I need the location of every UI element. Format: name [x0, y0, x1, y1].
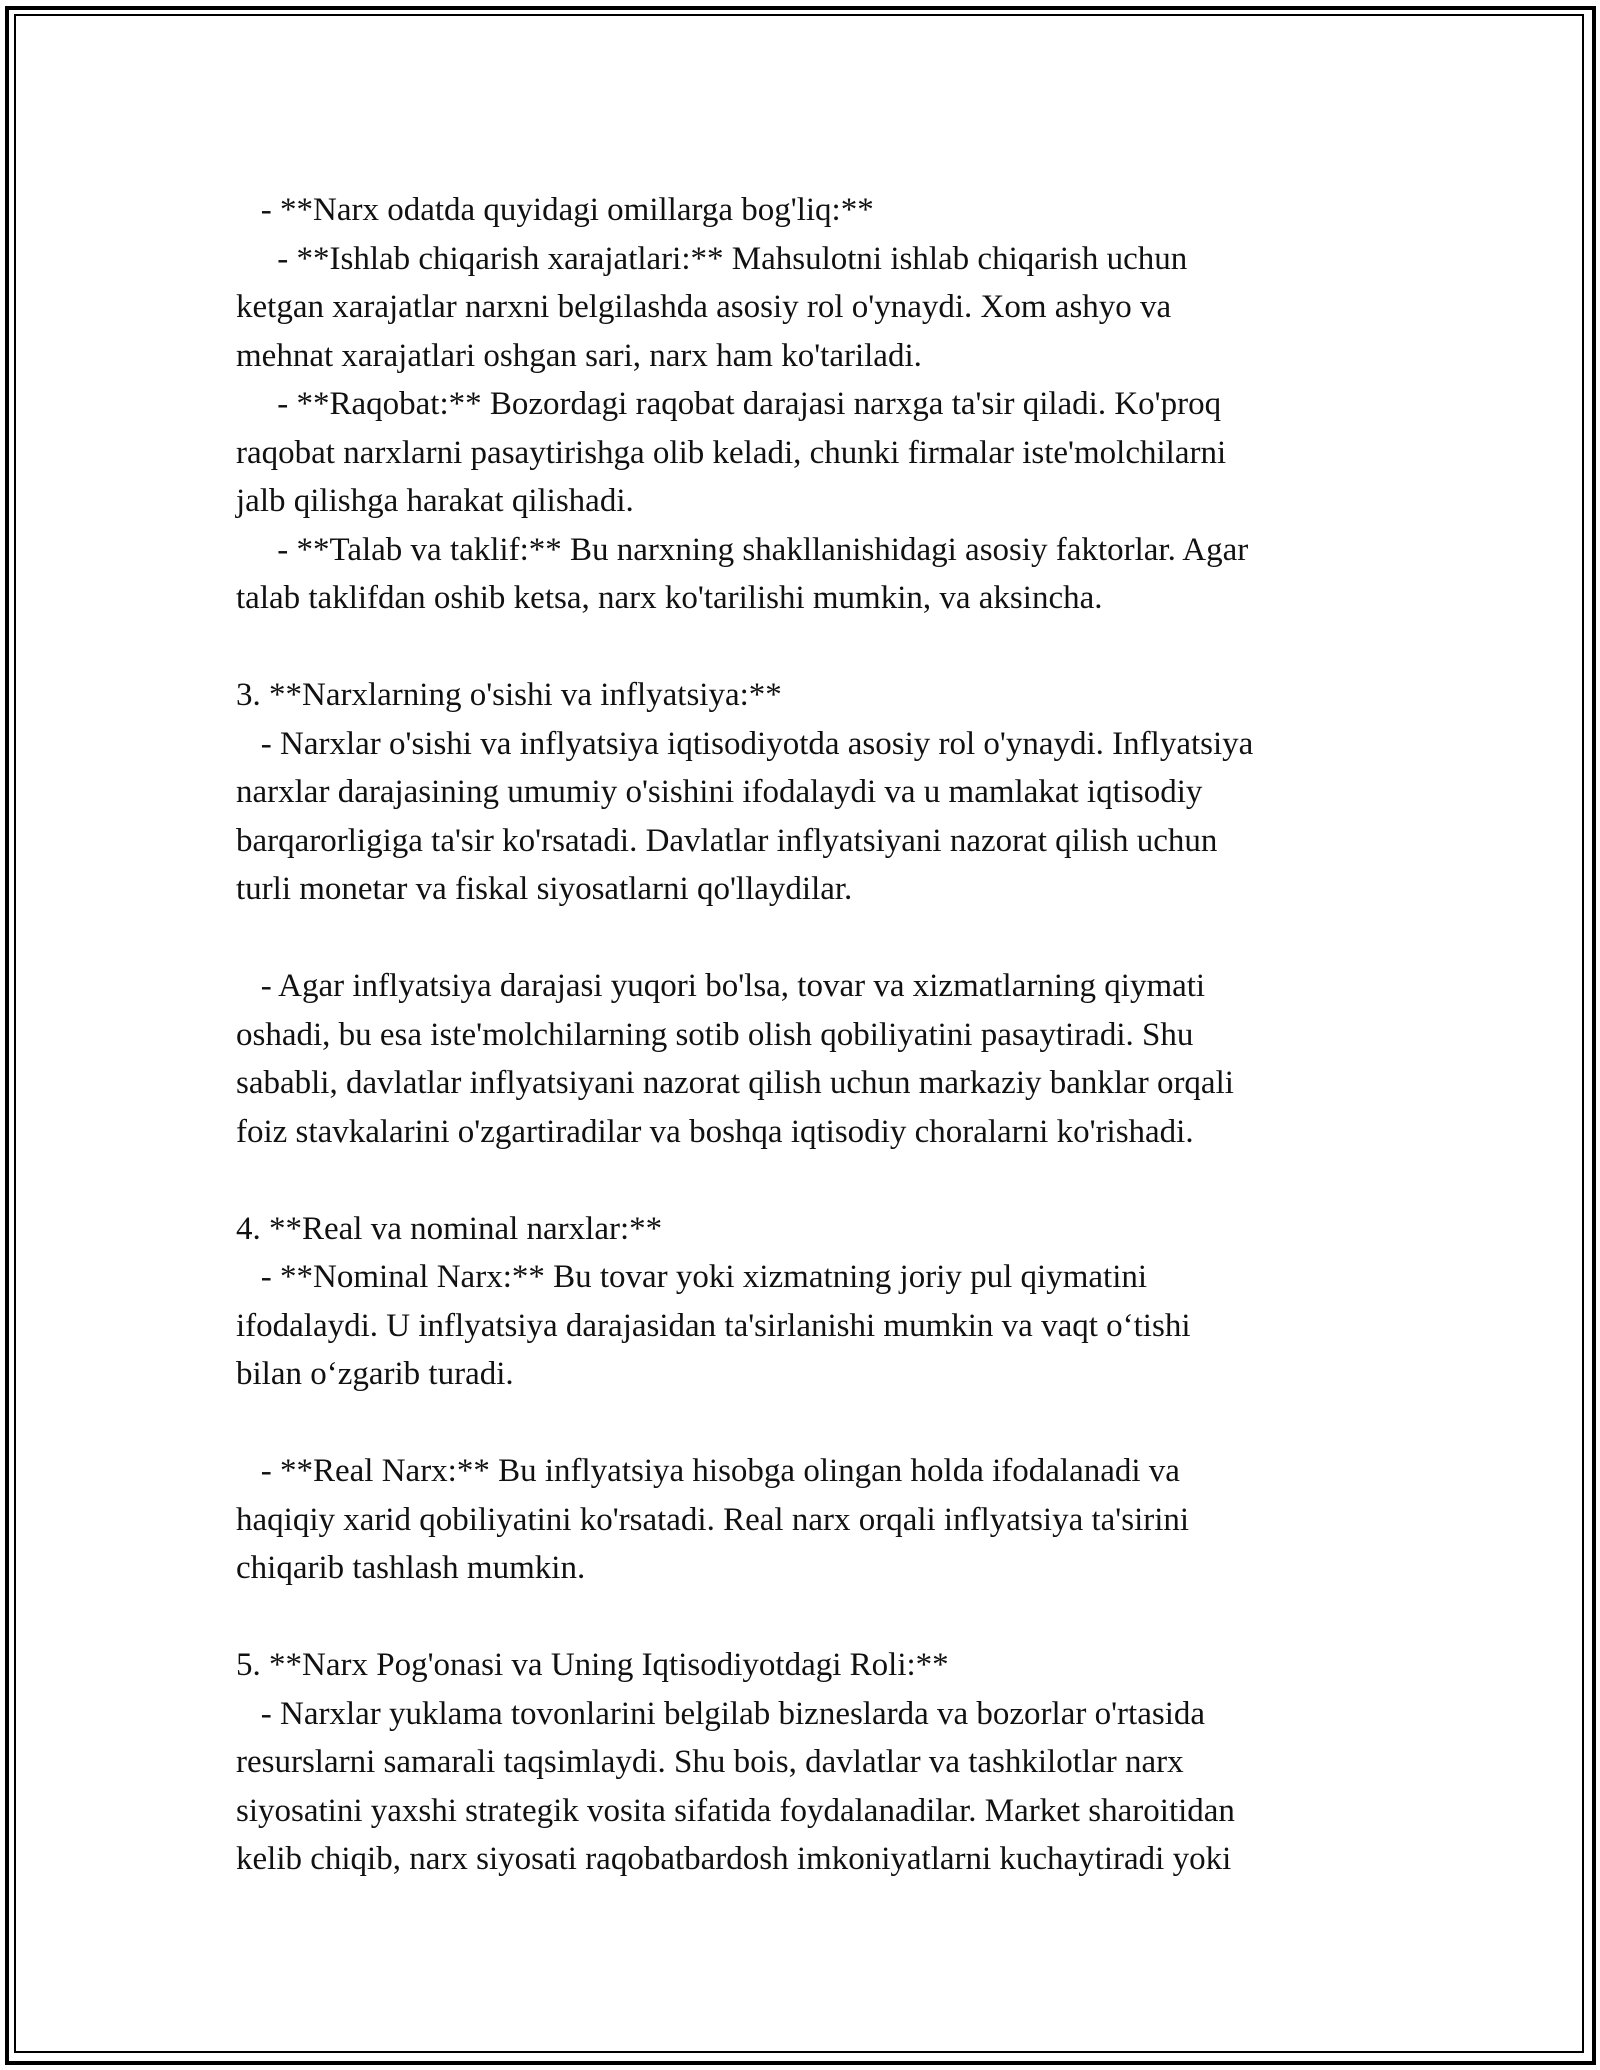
text-line: talab taklifdan oshib ketsa, narx ko'tarilishi mumkin, va aksincha. — [236, 580, 1103, 616]
text-line: 3. **Narxlarning o'sishi va inflyatsiya:** — [236, 677, 782, 713]
document-body — [236, 186, 1376, 1884]
text-line: narxlar darajasining umumiy o'sishini ifodalaydi va u mamlakat iqtisodiy — [236, 774, 1203, 810]
text-line: 4. **Real va nominal narxlar:** — [236, 1210, 663, 1247]
blank-line — [236, 1399, 1376, 1448]
text-line: ifodalaydi. U inflyatsiya darajasidan ta'sirlanishi mumkin va vaqt o‘tishi — [236, 1307, 1191, 1344]
blank-line — [236, 623, 1376, 672]
blank-line — [236, 914, 1376, 963]
text-line: sababli, davlatlar inflyatsiyani nazorat qilish uchun markaziy banklar orqali — [236, 1065, 1234, 1101]
blank-line — [236, 1156, 1376, 1205]
text-line: resurslarni samarali taqsimlaydi. Shu bois, davlatlar va tashkilotlar narx — [236, 1744, 1184, 1780]
text-line: 5. **Narx Pog'onasi va Uning Iqtisodiyotdagi Roli:** — [236, 1647, 949, 1683]
text-line: - **Nominal Narx:** Bu tovar yoki xizmatning joriy pul qiymatini — [236, 1259, 1148, 1295]
text-line: - **Ishlab chiqarish xarajatlari:** Mahsulotni ishlab chiqarish uchun — [236, 240, 1188, 277]
text-line: - **Narx odatda quyidagi omillarga bog'liq:** — [236, 192, 874, 228]
text-line: haqiqiy xarid qobiliyatini ko'rsatadi. Real narx orqali inflyatsiya ta'sirini — [236, 1501, 1190, 1538]
text-line: ketgan xarajatlar narxni belgilashda asosiy rol o'ynaydi. Xom ashyo va — [236, 289, 1172, 325]
text-line: - Narxlar o'sishi va inflyatsiya iqtisodiyotda asosiy rol o'ynaydi. Inflyatsiya — [236, 725, 1254, 762]
blank-line — [236, 1593, 1376, 1642]
text-line: jalb qilishga harakat qilishadi. — [236, 483, 634, 519]
text-line: foiz stavkalarini o'zgartiradilar va boshqa iqtisodiy choralarni ko'rishadi. — [236, 1113, 1194, 1150]
text-line: - **Talab va taklif:** Bu narxning shakllanishidagi asosiy faktorlar. Agar — [236, 531, 1249, 568]
text-line: barqarorligiga ta'sir ko'rsatadi. Davlatlar inflyatsiyani nazorat qilish uchun — [236, 822, 1218, 859]
text-line: chiqarib tashlash mumkin. — [236, 1550, 586, 1586]
text-line: turli monetar va fiskal siyosatlarni qo'llaydilar. — [236, 871, 853, 907]
text-line: siyosatini yaxshi strategik vosita sifatida foydalanadilar. Market sharoitidan — [236, 1792, 1235, 1829]
text-line: kelib chiqib, narx siyosati raqobatbardosh imkoniyatlarni kuchaytiradi yoki — [236, 1841, 1232, 1877]
text-line: oshadi, bu esa iste'molchilarning sotib olish qobiliyatini pasaytiradi. Shu — [236, 1016, 1194, 1053]
text-line: - Agar inflyatsiya darajasi yuqori bo'lsa, tovar va xizmatlarning qiymati — [236, 968, 1206, 1004]
text-line: - **Raqobat:** Bozordagi raqobat darajasi narxga ta'sir qiladi. Ko'proq — [236, 386, 1222, 422]
text-line: bilan o‘zgarib turadi. — [236, 1356, 514, 1392]
text-line: - Narxlar yuklama tovonlarini belgilab bizneslarda va bozorlar o'rtasida — [236, 1695, 1206, 1732]
text-line: - **Real Narx:** Bu inflyatsiya hisobga olingan holda ifodalanadi va — [236, 1453, 1180, 1489]
text-line: raqobat narxlarni pasaytirishga olib keladi, chunki firmalar iste'molchilarni — [236, 434, 1227, 471]
text-line: mehnat xarajatlari oshgan sari, narx ham ko'tariladi. — [236, 337, 922, 374]
